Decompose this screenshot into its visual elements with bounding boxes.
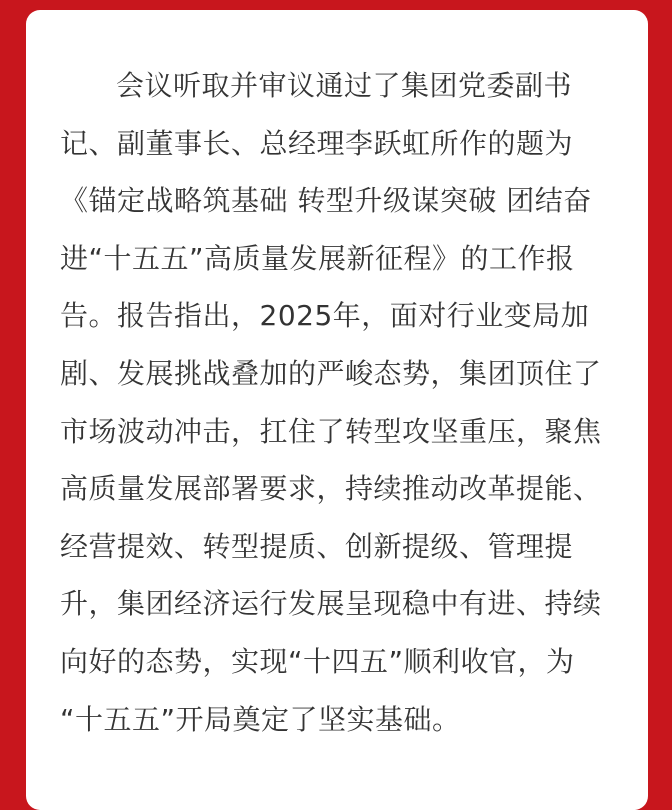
- paragraph-line: “十五五”开局奠定了坚实基础。: [60, 702, 461, 736]
- paragraph-line: 剧、发展挑战叠加的严峻态势，集团顶住了: [60, 356, 602, 390]
- paragraph-line: 《锚定战略筑基础 转型升级谋突破 团结奋: [60, 184, 592, 218]
- article-paragraph: [60, 57, 620, 748]
- paragraph-line: 进“十五五”高质量发展新征程》的工作报: [60, 241, 575, 275]
- paragraph-line: 市场波动冲击，扛住了转型攻坚重压，聚焦: [60, 414, 602, 448]
- paragraph-line: 记、副董事长、总经理李跃虹所作的题为: [60, 126, 574, 160]
- paragraph-line: 高质量发展部署要求，持续推动改革提能、: [60, 472, 602, 506]
- paragraph-line: 升，集团经济运行发展呈现稳中有进、持续: [60, 587, 602, 621]
- paragraph-line: 经营提效、转型提质、创新提级、管理提: [60, 529, 574, 563]
- paragraph-line: 告。报告指出，2025年，面对行业变局加: [60, 299, 590, 333]
- article-card: [26, 10, 648, 810]
- paragraph-line: 向好的态势，实现“十四五”顺利收官，为: [60, 644, 575, 678]
- paragraph-line: 会议听取并审议通过了集团党委副书: [116, 69, 573, 102]
